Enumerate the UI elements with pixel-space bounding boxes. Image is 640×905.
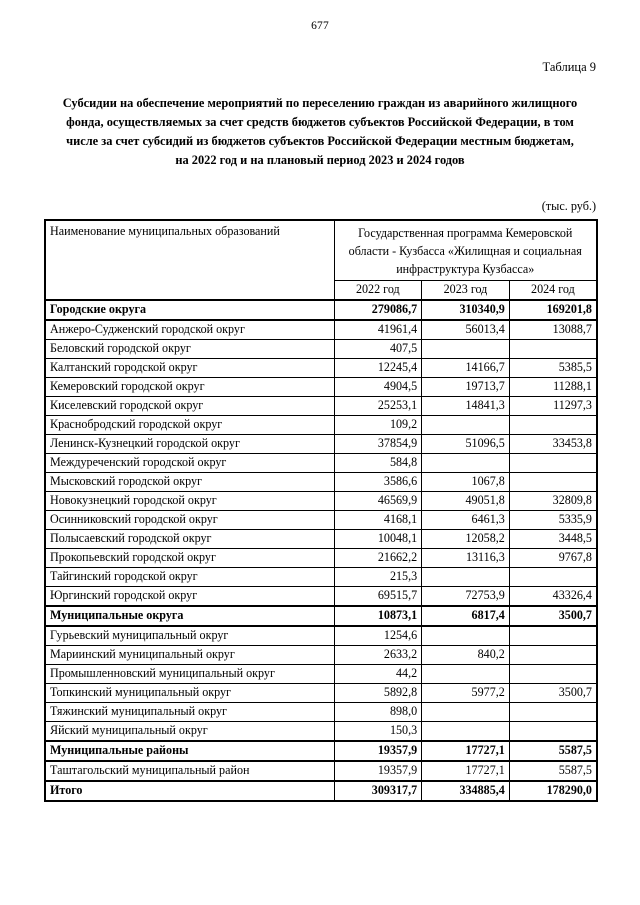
cell-y2024: 5335,9 bbox=[509, 511, 597, 530]
cell-municipality-name: Топкинский муниципальный округ bbox=[45, 684, 334, 703]
cell-municipality-name: Калтанский городской округ bbox=[45, 359, 334, 378]
cell-y2024 bbox=[509, 646, 597, 665]
cell-y2023 bbox=[422, 454, 510, 473]
cell-municipality-name: Тайгинский городской округ bbox=[45, 568, 334, 587]
table-row bbox=[45, 300, 597, 320]
cell-y2022: 10048,1 bbox=[334, 530, 422, 549]
cell-y2023: 17727,1 bbox=[422, 761, 510, 781]
table-row bbox=[45, 378, 597, 397]
cell-y2023: 6461,3 bbox=[422, 511, 510, 530]
cell-municipality-name: Анжеро-Судженский городской округ bbox=[45, 320, 334, 340]
cell-y2023 bbox=[422, 703, 510, 722]
table-row bbox=[45, 606, 597, 626]
cell-municipality-name: Киселевский городской округ bbox=[45, 397, 334, 416]
cell-y2023: 56013,4 bbox=[422, 320, 510, 340]
table-row bbox=[45, 359, 597, 378]
table-row bbox=[45, 435, 597, 454]
cell-municipality-name: Городские округа bbox=[45, 300, 334, 320]
cell-y2024: 178290,0 bbox=[509, 781, 597, 801]
table-row bbox=[45, 568, 597, 587]
table-row bbox=[45, 587, 597, 607]
cell-y2023: 17727,1 bbox=[422, 741, 510, 761]
table-row bbox=[45, 530, 597, 549]
cell-y2024: 169201,8 bbox=[509, 300, 597, 320]
cell-municipality-name: Краснобродский городской округ bbox=[45, 416, 334, 435]
cell-y2022: 46569,9 bbox=[334, 492, 422, 511]
table-row bbox=[45, 703, 597, 722]
cell-y2022: 3586,6 bbox=[334, 473, 422, 492]
cell-municipality-name: Итого bbox=[45, 781, 334, 801]
cell-municipality-name: Осинниковский городской округ bbox=[45, 511, 334, 530]
cell-y2023 bbox=[422, 665, 510, 684]
cell-y2024: 5587,5 bbox=[509, 741, 597, 761]
cell-y2023: 14166,7 bbox=[422, 359, 510, 378]
cell-y2022: 41961,4 bbox=[334, 320, 422, 340]
cell-y2022: 5892,8 bbox=[334, 684, 422, 703]
cell-y2022: 4168,1 bbox=[334, 511, 422, 530]
column-header-year-2022: 2022 год bbox=[334, 281, 422, 301]
cell-y2023 bbox=[422, 722, 510, 742]
cell-municipality-name: Междуреченский городской округ bbox=[45, 454, 334, 473]
cell-y2022: 407,5 bbox=[334, 340, 422, 359]
document-title: Субсидии на обеспечение мероприятий по переселению граждан из аварийного жилищного фонда, осуществляемых за счет средств бюджетов субъектов Российской Федерации, в том числе за счет субсидий из бюджетов субъектов Российской Федерации местным бюджетам, на 2022 год и на плановый период 2023 и 2024 годов bbox=[62, 96, 578, 167]
cell-y2023: 12058,2 bbox=[422, 530, 510, 549]
cell-y2024: 5385,5 bbox=[509, 359, 597, 378]
cell-y2023: 72753,9 bbox=[422, 587, 510, 607]
cell-y2022: 1254,6 bbox=[334, 626, 422, 646]
budget-table-container bbox=[44, 219, 596, 802]
cell-y2023: 1067,8 bbox=[422, 473, 510, 492]
cell-y2022: 25253,1 bbox=[334, 397, 422, 416]
column-header-program: Государственная программа Кемеровской области - Кузбасса «Жилищная и социальная инфраструктура Кузбасса» bbox=[334, 220, 597, 281]
table-row bbox=[45, 626, 597, 646]
cell-y2022: 69515,7 bbox=[334, 587, 422, 607]
table-row bbox=[45, 684, 597, 703]
budget-table bbox=[44, 219, 598, 802]
table-row bbox=[45, 722, 597, 742]
cell-y2022: 150,3 bbox=[334, 722, 422, 742]
table-header bbox=[45, 220, 597, 300]
cell-y2024 bbox=[509, 665, 597, 684]
cell-municipality-name: Беловский городской округ bbox=[45, 340, 334, 359]
cell-y2023: 6817,4 bbox=[422, 606, 510, 626]
table-row bbox=[45, 416, 597, 435]
cell-y2023 bbox=[422, 568, 510, 587]
cell-y2024 bbox=[509, 568, 597, 587]
table-body bbox=[45, 300, 597, 801]
column-header-year-2023: 2023 год bbox=[422, 281, 510, 301]
cell-y2024: 3448,5 bbox=[509, 530, 597, 549]
cell-y2024: 3500,7 bbox=[509, 606, 597, 626]
cell-y2022: 4904,5 bbox=[334, 378, 422, 397]
cell-y2024: 9767,8 bbox=[509, 549, 597, 568]
column-header-name: Наименование муниципальных образований bbox=[45, 220, 334, 300]
table-row bbox=[45, 665, 597, 684]
table-row bbox=[45, 397, 597, 416]
cell-y2023: 51096,5 bbox=[422, 435, 510, 454]
table-row bbox=[45, 454, 597, 473]
table-row bbox=[45, 340, 597, 359]
table-row bbox=[45, 511, 597, 530]
table-row bbox=[45, 473, 597, 492]
cell-y2024 bbox=[509, 703, 597, 722]
cell-y2022: 279086,7 bbox=[334, 300, 422, 320]
cell-y2024: 5587,5 bbox=[509, 761, 597, 781]
cell-y2024: 33453,8 bbox=[509, 435, 597, 454]
cell-y2024: 13088,7 bbox=[509, 320, 597, 340]
cell-y2022: 898,0 bbox=[334, 703, 422, 722]
cell-y2022: 12245,4 bbox=[334, 359, 422, 378]
cell-y2022: 19357,9 bbox=[334, 741, 422, 761]
cell-y2024 bbox=[509, 340, 597, 359]
cell-municipality-name: Кемеровский городской округ bbox=[45, 378, 334, 397]
cell-municipality-name: Муниципальные районы bbox=[45, 741, 334, 761]
cell-y2023: 5977,2 bbox=[422, 684, 510, 703]
cell-municipality-name: Тяжинский муниципальный округ bbox=[45, 703, 334, 722]
cell-y2022: 584,8 bbox=[334, 454, 422, 473]
cell-y2023: 334885,4 bbox=[422, 781, 510, 801]
cell-y2023: 13116,3 bbox=[422, 549, 510, 568]
cell-municipality-name: Гурьевский муниципальный округ bbox=[45, 626, 334, 646]
cell-y2024 bbox=[509, 626, 597, 646]
cell-y2023: 19713,7 bbox=[422, 378, 510, 397]
cell-municipality-name: Муниципальные округа bbox=[45, 606, 334, 626]
table-header-row-top bbox=[45, 220, 597, 281]
column-header-year-2024: 2024 год bbox=[509, 281, 597, 301]
cell-y2022: 215,3 bbox=[334, 568, 422, 587]
cell-y2023: 49051,8 bbox=[422, 492, 510, 511]
cell-municipality-name: Ленинск-Кузнецкий городской округ bbox=[45, 435, 334, 454]
cell-y2023: 14841,3 bbox=[422, 397, 510, 416]
cell-y2024: 43326,4 bbox=[509, 587, 597, 607]
cell-y2023: 310340,9 bbox=[422, 300, 510, 320]
cell-y2024: 3500,7 bbox=[509, 684, 597, 703]
table-row bbox=[45, 320, 597, 340]
cell-y2023 bbox=[422, 340, 510, 359]
cell-y2024 bbox=[509, 473, 597, 492]
cell-y2022: 44,2 bbox=[334, 665, 422, 684]
cell-y2022: 19357,9 bbox=[334, 761, 422, 781]
cell-y2022: 309317,7 bbox=[334, 781, 422, 801]
table-row bbox=[45, 761, 597, 781]
cell-y2022: 21662,2 bbox=[334, 549, 422, 568]
cell-y2024 bbox=[509, 722, 597, 742]
table-label: Таблица 9 bbox=[542, 60, 596, 74]
cell-municipality-name: Новокузнецкий городской округ bbox=[45, 492, 334, 511]
cell-y2024: 11288,1 bbox=[509, 378, 597, 397]
cell-y2023: 840,2 bbox=[422, 646, 510, 665]
cell-y2023 bbox=[422, 626, 510, 646]
cell-y2024 bbox=[509, 454, 597, 473]
cell-municipality-name: Промышленновский муниципальный округ bbox=[45, 665, 334, 684]
cell-municipality-name: Таштагольский муниципальный район bbox=[45, 761, 334, 781]
page-number: 677 bbox=[311, 20, 329, 32]
table-row bbox=[45, 781, 597, 801]
cell-y2022: 37854,9 bbox=[334, 435, 422, 454]
cell-municipality-name: Полысаевский городской округ bbox=[45, 530, 334, 549]
cell-municipality-name: Мариинский муниципальный округ bbox=[45, 646, 334, 665]
cell-municipality-name: Юргинский городской округ bbox=[45, 587, 334, 607]
cell-municipality-name: Прокопьевский городской округ bbox=[45, 549, 334, 568]
units-note: (тыс. руб.) bbox=[541, 199, 596, 213]
cell-y2022: 10873,1 bbox=[334, 606, 422, 626]
cell-y2024: 32809,8 bbox=[509, 492, 597, 511]
cell-y2022: 2633,2 bbox=[334, 646, 422, 665]
cell-y2024: 11297,3 bbox=[509, 397, 597, 416]
table-row bbox=[45, 549, 597, 568]
cell-y2024 bbox=[509, 416, 597, 435]
cell-y2023 bbox=[422, 416, 510, 435]
cell-municipality-name: Мысковский городской округ bbox=[45, 473, 334, 492]
table-row bbox=[45, 492, 597, 511]
cell-municipality-name: Яйский муниципальный округ bbox=[45, 722, 334, 742]
table-row bbox=[45, 646, 597, 665]
cell-y2022: 109,2 bbox=[334, 416, 422, 435]
table-row bbox=[45, 741, 597, 761]
